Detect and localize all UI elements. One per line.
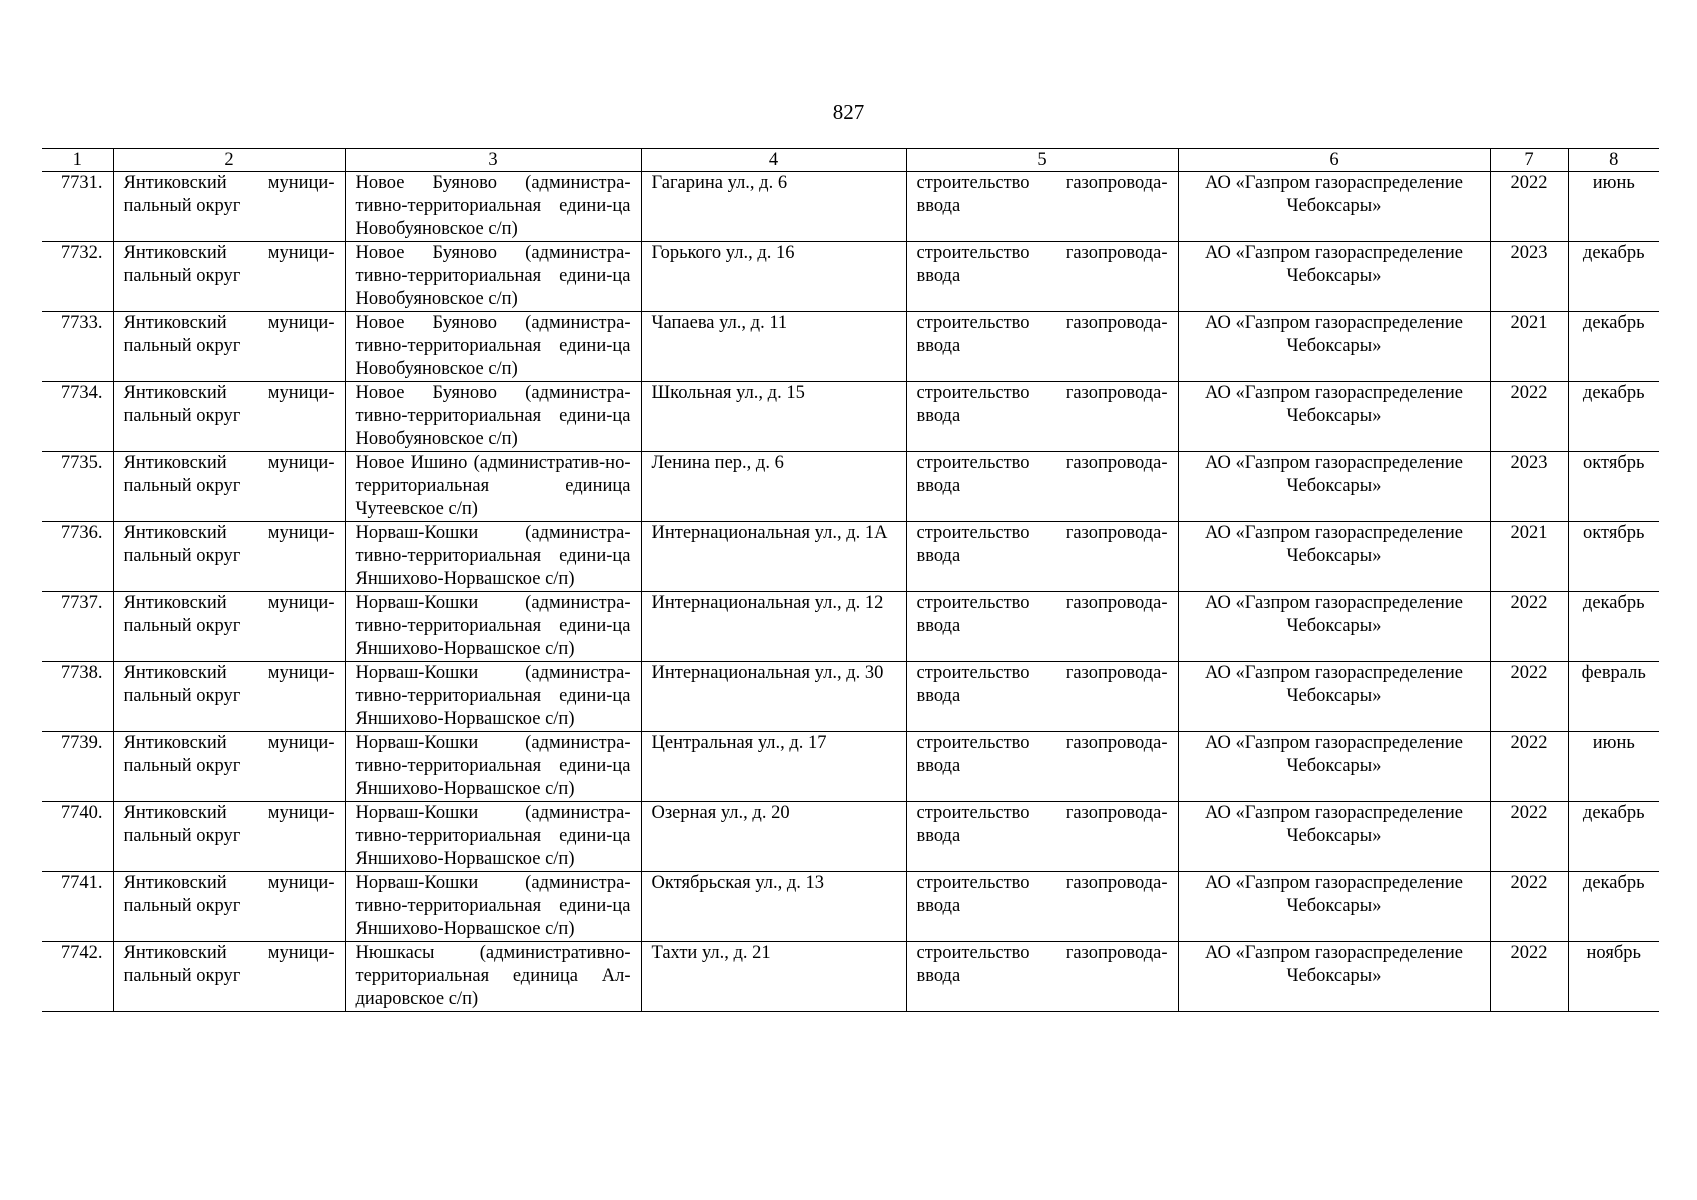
district-cell: Янтиковский муници-пальный округ — [113, 312, 345, 382]
district-cell: Янтиковский муници-пальный округ — [113, 662, 345, 732]
address-cell: Центральная ул., д. 17 — [641, 732, 906, 802]
table-row — [42, 382, 1659, 452]
organization-cell: АО «Газпром газораспределение Чебоксары» — [1178, 732, 1490, 802]
work-type-cell: строительство газопровода-ввода — [906, 592, 1178, 662]
month-cell: февраль — [1568, 662, 1659, 732]
address-cell: Горького ул., д. 16 — [641, 242, 906, 312]
organization-cell: АО «Газпром газораспределение Чебоксары» — [1178, 312, 1490, 382]
district-cell: Янтиковский муници-пальный округ — [113, 732, 345, 802]
district-cell: Янтиковский муници-пальный округ — [113, 522, 345, 592]
locality-cell: Новое Ишино (административ-но-территориальная единица Чутеевское с/п) — [345, 452, 641, 522]
table-row — [42, 312, 1659, 382]
locality-cell: Норваш-Кошки (администра-тивно-территориальная едини-ца Яншихово-Норвашское с/п) — [345, 522, 641, 592]
year-cell: 2021 — [1490, 522, 1568, 592]
row-number: 7734. — [42, 382, 113, 452]
year-cell: 2022 — [1490, 802, 1568, 872]
address-cell: Интернациональная ул., д. 12 — [641, 592, 906, 662]
work-type-cell: строительство газопровода-ввода — [906, 872, 1178, 942]
district-cell: Янтиковский муници-пальный округ — [113, 942, 345, 1012]
work-type-cell: строительство газопровода-ввода — [906, 522, 1178, 592]
locality-cell: Норваш-Кошки (администра-тивно-территориальная едини-ца Яншихово-Норвашское с/п) — [345, 592, 641, 662]
month-cell: октябрь — [1568, 452, 1659, 522]
district-cell: Янтиковский муници-пальный округ — [113, 452, 345, 522]
work-type-cell: строительство газопровода-ввода — [906, 732, 1178, 802]
district-cell: Янтиковский муници-пальный округ — [113, 802, 345, 872]
row-number: 7732. — [42, 242, 113, 312]
month-cell: декабрь — [1568, 802, 1659, 872]
district-cell: Янтиковский муници-пальный округ — [113, 242, 345, 312]
month-cell: декабрь — [1568, 872, 1659, 942]
row-number: 7733. — [42, 312, 113, 382]
gasification-table — [42, 148, 1659, 1012]
month-cell: декабрь — [1568, 242, 1659, 312]
column-header: 8 — [1568, 149, 1659, 172]
organization-cell: АО «Газпром газораспределение Чебоксары» — [1178, 942, 1490, 1012]
organization-cell: АО «Газпром газораспределение Чебоксары» — [1178, 452, 1490, 522]
column-header: 6 — [1178, 149, 1490, 172]
row-number: 7739. — [42, 732, 113, 802]
locality-cell: Норваш-Кошки (администра-тивно-территориальная едини-ца Яншихово-Норвашское с/п) — [345, 872, 641, 942]
table-row — [42, 732, 1659, 802]
month-cell: декабрь — [1568, 312, 1659, 382]
column-header: 5 — [906, 149, 1178, 172]
locality-cell: Новое Буяново (администра-тивно-территориальная едини-ца Новобуяновское с/п) — [345, 242, 641, 312]
locality-cell: Норваш-Кошки (администра-тивно-территориальная едини-ца Яншихово-Норвашское с/п) — [345, 732, 641, 802]
address-cell: Школьная ул., д. 15 — [641, 382, 906, 452]
year-cell: 2021 — [1490, 312, 1568, 382]
month-cell: декабрь — [1568, 592, 1659, 662]
table-row — [42, 942, 1659, 1012]
year-cell: 2022 — [1490, 732, 1568, 802]
table-row — [42, 172, 1659, 242]
row-number: 7740. — [42, 802, 113, 872]
district-cell: Янтиковский муници-пальный округ — [113, 592, 345, 662]
address-cell: Озерная ул., д. 20 — [641, 802, 906, 872]
address-cell: Гагарина ул., д. 6 — [641, 172, 906, 242]
table-row — [42, 662, 1659, 732]
month-cell: июнь — [1568, 172, 1659, 242]
organization-cell: АО «Газпром газораспределение Чебоксары» — [1178, 592, 1490, 662]
table-row — [42, 242, 1659, 312]
year-cell: 2022 — [1490, 592, 1568, 662]
column-header: 7 — [1490, 149, 1568, 172]
year-cell: 2022 — [1490, 382, 1568, 452]
table-row — [42, 872, 1659, 942]
row-number: 7736. — [42, 522, 113, 592]
month-cell: октябрь — [1568, 522, 1659, 592]
column-header: 2 — [113, 149, 345, 172]
organization-cell: АО «Газпром газораспределение Чебоксары» — [1178, 382, 1490, 452]
row-number: 7741. — [42, 872, 113, 942]
locality-cell: Норваш-Кошки (администра-тивно-территориальная едини-ца Яншихово-Норвашское с/п) — [345, 662, 641, 732]
year-cell: 2022 — [1490, 942, 1568, 1012]
address-cell: Чапаева ул., д. 11 — [641, 312, 906, 382]
table-row — [42, 592, 1659, 662]
page-number: 827 — [832, 100, 865, 124]
work-type-cell: строительство газопровода-ввода — [906, 802, 1178, 872]
locality-cell: Новое Буяново (администра-тивно-территориальная едини-ца Новобуяновское с/п) — [345, 172, 641, 242]
organization-cell: АО «Газпром газораспределение Чебоксары» — [1178, 662, 1490, 732]
year-cell: 2023 — [1490, 242, 1568, 312]
table-row — [42, 452, 1659, 522]
locality-cell: Норваш-Кошки (администра-тивно-территориальная едини-ца Яншихово-Норвашское с/п) — [345, 802, 641, 872]
work-type-cell: строительство газопровода-ввода — [906, 312, 1178, 382]
year-cell: 2022 — [1490, 872, 1568, 942]
year-cell: 2022 — [1490, 172, 1568, 242]
column-header: 3 — [345, 149, 641, 172]
row-number: 7737. — [42, 592, 113, 662]
work-type-cell: строительство газопровода-ввода — [906, 242, 1178, 312]
district-cell: Янтиковский муници-пальный округ — [113, 172, 345, 242]
row-number: 7731. — [42, 172, 113, 242]
table-row — [42, 802, 1659, 872]
row-number: 7735. — [42, 452, 113, 522]
address-cell: Ленина пер., д. 6 — [641, 452, 906, 522]
work-type-cell: строительство газопровода-ввода — [906, 662, 1178, 732]
work-type-cell: строительство газопровода-ввода — [906, 382, 1178, 452]
address-cell: Октябрьская ул., д. 13 — [641, 872, 906, 942]
organization-cell: АО «Газпром газораспределение Чебоксары» — [1178, 172, 1490, 242]
district-cell: Янтиковский муници-пальный округ — [113, 382, 345, 452]
month-cell: июнь — [1568, 732, 1659, 802]
column-number-row — [42, 149, 1659, 172]
month-cell: декабрь — [1568, 382, 1659, 452]
table-row — [42, 522, 1659, 592]
locality-cell: Новое Буяново (администра-тивно-территориальная едини-ца Новобуяновское с/п) — [345, 312, 641, 382]
column-header: 4 — [641, 149, 906, 172]
work-type-cell: строительство газопровода-ввода — [906, 172, 1178, 242]
district-cell: Янтиковский муници-пальный округ — [113, 872, 345, 942]
address-cell: Тахти ул., д. 21 — [641, 942, 906, 1012]
month-cell: ноябрь — [1568, 942, 1659, 1012]
organization-cell: АО «Газпром газораспределение Чебоксары» — [1178, 872, 1490, 942]
work-type-cell: строительство газопровода-ввода — [906, 942, 1178, 1012]
organization-cell: АО «Газпром газораспределение Чебоксары» — [1178, 522, 1490, 592]
year-cell: 2023 — [1490, 452, 1568, 522]
organization-cell: АО «Газпром газораспределение Чебоксары» — [1178, 802, 1490, 872]
locality-cell: Новое Буяново (администра-тивно-территориальная едини-ца Новобуяновское с/п) — [345, 382, 641, 452]
row-number: 7742. — [42, 942, 113, 1012]
column-header: 1 — [42, 149, 113, 172]
address-cell: Интернациональная ул., д. 1А — [641, 522, 906, 592]
organization-cell: АО «Газпром газораспределение Чебоксары» — [1178, 242, 1490, 312]
year-cell: 2022 — [1490, 662, 1568, 732]
locality-cell: Нюшкасы (административно-территориальная единица Ал-диаровское с/п) — [345, 942, 641, 1012]
work-type-cell: строительство газопровода-ввода — [906, 452, 1178, 522]
address-cell: Интернациональная ул., д. 30 — [641, 662, 906, 732]
row-number: 7738. — [42, 662, 113, 732]
